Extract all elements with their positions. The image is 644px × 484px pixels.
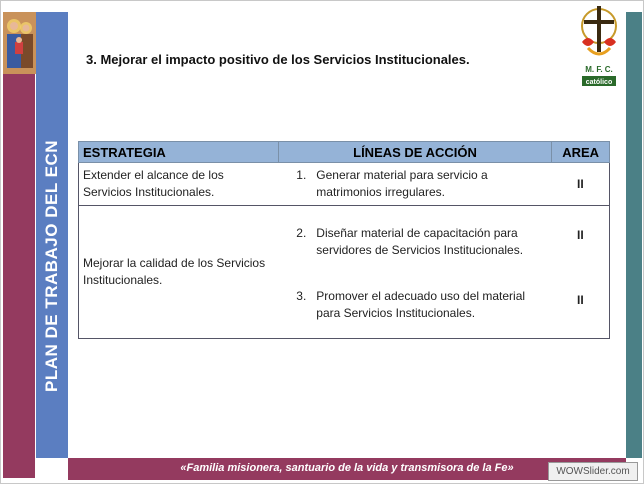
wowslider-watermark[interactable]: WOWSlider.com [548,462,638,481]
area-cell [552,206,610,339]
strategy-cell: Extender el alcance de los Servicios Institucionales. [79,163,279,206]
holy-family-image [3,12,36,74]
slide-heading: 3. Mejorar el impacto positivo de los Servicios Institucionales. [86,52,470,67]
header-strategy: ESTRATEGIA [79,142,279,163]
right-teal-bar [626,12,642,458]
header-lines: LÍNEAS DE ACCIÓN [278,142,551,163]
strategy-table [78,141,610,339]
action-text: Promover el adecuado uso del material para Servicios Institucionales. [316,288,526,320]
action-text: Diseñar material de capacitación para servidores de Servicios Institucionales. [316,225,524,257]
footer-bar [68,458,626,480]
vertical-title: PLAN DE TRABAJO DEL ECN [42,139,61,393]
strategy-cell: Mejorar la calidad de los Servicios Institucionales. [79,206,279,339]
footer-motto: «Familia misionera, santuario de la vida y transmisora de la Fe» [180,462,514,474]
action-number: 3. [296,288,307,303]
left-maroon-bar [3,74,35,478]
action-text: Generar material para servicio a matrimonios irregulares. [316,168,488,199]
area-value: II [577,228,584,242]
header-area: AREA [552,142,610,163]
action-line-cell [278,163,551,206]
table-row [79,206,610,339]
table-row [79,163,610,206]
mfc-logo [574,4,624,88]
table-header-row [79,142,610,163]
action-number: 1. [296,168,307,182]
area-value: II [577,293,584,307]
action-number: 2. [296,225,307,240]
area-cell: II [552,163,610,206]
action-line-cell [278,206,551,339]
svg-text:M. F. C.: M. F. C. [585,65,613,74]
svg-text:católico: católico [585,79,613,86]
